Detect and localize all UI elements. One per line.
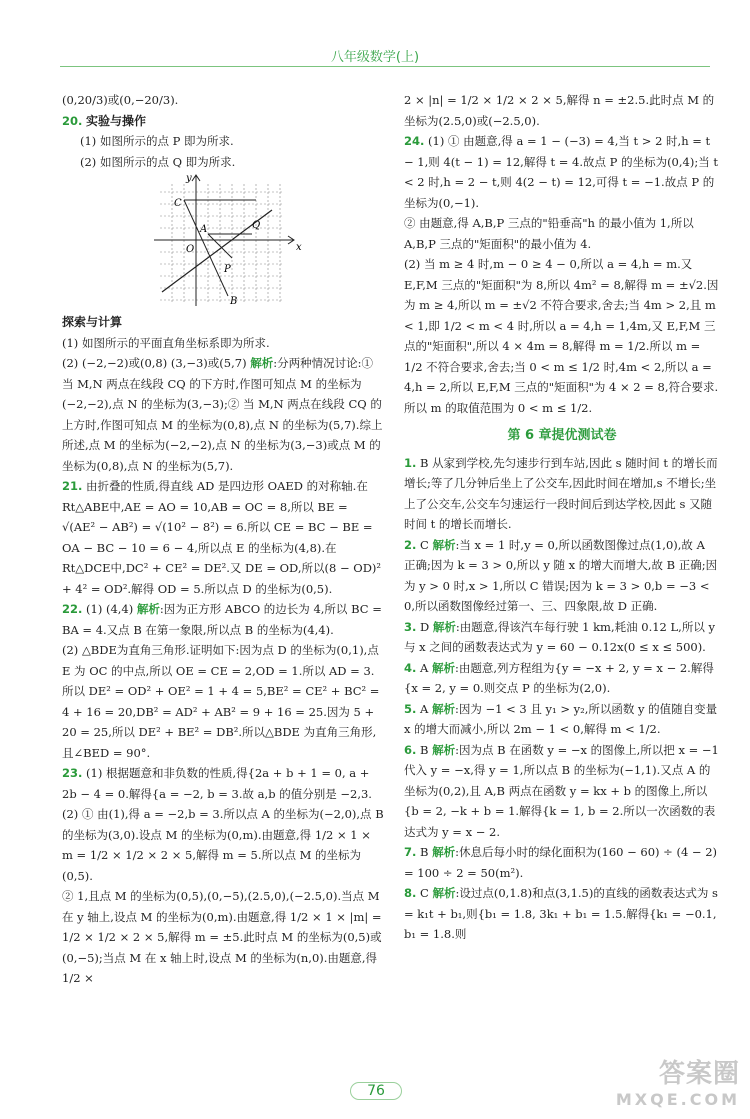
answer-item-7 <box>404 842 720 883</box>
q20-title: 实验与操作 <box>86 113 147 128</box>
left-column <box>62 90 384 989</box>
answer-item-6 <box>404 740 720 843</box>
q20-coordinate-graph <box>62 172 384 312</box>
answer-text: :因为点 B 在函数 y = −x 的图像上,所以把 x = −1 代入 y = −x,得 y = 1,所以点 B 的坐标为(−1,1).又点 A 的坐标为(0,2),且 A,B 两点在函数 y = kx + b 的图像上,所以{b = 2, −k + b = 1.解得{k = 1, b = 2.所以一次函数的表达式为 y = x − 2. <box>404 742 719 839</box>
answer-choice: B <box>420 455 429 470</box>
page-header <box>0 0 750 70</box>
q23-number: 23. <box>62 766 83 780</box>
answer-tag: 解析 <box>432 742 456 757</box>
answer-tag: 解析 <box>432 886 456 900</box>
answer-tag: 解析 <box>432 845 456 859</box>
explore-line1: (1) 如图所示的平面直角坐标系即为所求. <box>62 335 270 350</box>
explore-tag: 解析 <box>250 356 274 370</box>
q21 <box>62 476 384 599</box>
answer-tag: 解析 <box>432 537 456 552</box>
answer-choice: A <box>420 701 429 716</box>
answer-choice: D <box>420 619 430 634</box>
q22-tag: 解析 <box>136 602 160 616</box>
watermark <box>616 1061 740 1113</box>
q22-answer1: (1) (4,4) <box>86 602 134 616</box>
q23-part3: ② 1,且点 M 的坐标为(0,5),(0,−5),(2.5,0),(−2.5,0).当点 M 在 y 轴上,设点 M 的坐标为(0,m).由题意,得 1/2 × 1 × |m| = 1/2 × 1/2 × 2 × 5,解得 m = ±5.此时点 M 的坐标为(0,5)或(0,−5);当点 M 在 x 轴上时,设点 M 的坐标为(n,0).由题意,得 1/2 × <box>62 889 382 985</box>
q22-number: 22. <box>62 602 83 616</box>
label-q: Q <box>252 220 261 231</box>
right-column <box>404 90 720 945</box>
answer-choice: A <box>420 660 429 675</box>
answer-text: :休息后每小时的绿化面积为(160 − 60) ÷ (4 − 2) = 100 ÷ 2 = 50(m²). <box>404 845 718 880</box>
label-y: y <box>186 173 192 184</box>
q20 <box>62 111 384 132</box>
answer-choice: B <box>420 742 429 757</box>
q20-line2: (2) 如图所示的点 Q 即为所求. <box>80 154 236 169</box>
answer-number: 2. <box>404 537 417 552</box>
answer-number: 5. <box>404 701 417 716</box>
q23-part2: (2) ① 由(1),得 a = −2,b = 3.所以点 A 的坐标为(−2,0),点 B 的坐标为(3,0).设点 M 的坐标为(0,m).由题意,得 1/2 × 1 × m = 1/2 × 1/2 × 2 × 5,解得 m = 5.所以点 M 的坐标为(0,5). <box>62 807 384 883</box>
q20-number: 20. <box>62 113 83 128</box>
explore-line2 <box>62 353 384 476</box>
answer-item-2 <box>404 535 720 617</box>
answer-text: :当 x = 1 时,y = 0,所以函数图像过点(1,0),故 A 正确;因为 k = 3 > 0,所以 y 随 x 的增大而增大,故 B 正确;因为 y > 0 时,x > 1,所以 C 错误;因为 k = 3 > 0,b = −3 < 0,所以函数图像经过第一、三、四象限,故 D 正确. <box>404 537 718 613</box>
q22 <box>62 599 384 640</box>
answer-text: :设过点(0,1.8)和点(3,1.5)的直线的函数表达式为 s = k₁t + b₁,则{b₁ = 1.8, 3k₁ + b₁ = 1.5.解得{k₁ = −0.1, b₁ = 1.8.则 <box>404 886 718 941</box>
answer-tag: 解析 <box>432 701 455 716</box>
answer-tag: 解析 <box>432 660 455 675</box>
top-line: (0,20/3)或(0,−20/3). <box>62 93 179 107</box>
answer-tag: 解析 <box>432 619 456 634</box>
q24-number: 24. <box>404 134 425 148</box>
explore-answer: (2) (−2,−2)或(0,8) (3,−3)或(5,7) <box>62 356 247 370</box>
answer-list <box>404 453 720 945</box>
answer-item-1 <box>404 453 720 535</box>
q24-part2: ② 由题意,得 A,B,P 三点的"铅垂高"h 的最小值为 1,所以 A,B,P 三点的"矩面积"的最小值为 4. <box>404 216 694 251</box>
answer-choice: B <box>420 845 429 859</box>
explore-title: 探索与计算 <box>62 315 123 329</box>
chapter-title: 第 6 章提优测试卷 <box>507 428 617 443</box>
page-number: 76 <box>350 1082 402 1100</box>
explore-analysis: :分两种情况讨论:① 当 M,N 两点在线段 CQ 的下方时,作图可知点 M 的坐标为(−2,−2),点 N 的坐标为(3,−3);② 当 M,N 两点在线段 CQ 的上方时,作图可知点 M 的坐标为(0,8),点 N 的坐标为(5,7).综上所述,点 M 的坐标为(−2,−2),点 N 的坐标为(3,−3)或点 M 的坐标为(0,8),点 N 的坐标为(5,7). <box>62 356 383 473</box>
answer-item-3 <box>404 617 720 658</box>
q24-part1: (1) ① 由题意,得 a = 1 − (−3) = 4,当 t > 2 时,h = t − 1,则 4(t − 1) = 12,解得 t = 4.故点 P 的坐标为(0,4);当 t < 2 时,h = 2 − t,则 4(2 − t) = 12,可得 t = −1.故点 P 的坐标为(0,−1). <box>404 134 718 210</box>
label-c: C <box>174 198 182 209</box>
label-b: B <box>230 296 238 307</box>
graph-svg <box>152 172 312 312</box>
label-p: P <box>224 264 231 275</box>
q21-number: 21. <box>62 479 83 493</box>
answer-text: :由题意,列方程组为{y = −x + 2, y = x − 2.解得{x = 2, y = 0.则交点 P 的坐标为(2,0). <box>404 660 714 695</box>
answer-item-5 <box>404 699 720 740</box>
answer-choice: C <box>420 886 429 900</box>
right-top: 2 × |n| = 1/2 × 1/2 × 2 × 5,解得 n = ±2.5.此时点 M 的坐标为(2.5,0)或(−2.5,0). <box>404 93 715 128</box>
answer-number: 3. <box>404 619 417 634</box>
q21-text: 由折叠的性质,得直线 AD 是四边形 OAED 的对称轴.在Rt△ABE中,AE = AO = 10,AB = OC = 8,所以 BE = √(AE² − AB²) = √(10² − 8²) = 6.所以 CE = BC − BE = OA − BC − 10 = 6 − 4,所以点 E 的坐标为(4,8).在Rt△DCE中,DC² + CE² = DE².又 DE = OD,所以(8 − OD)² + 4² = OD².解得 OD = 5.所以点 D 的坐标为(0,5). <box>62 479 382 596</box>
answer-number: 4. <box>404 660 417 675</box>
label-x: x <box>296 242 302 253</box>
q23-part1: (1) 根据题意和非负数的性质,得{2a + b + 1 = 0, a + 2b − 4 = 0.解得{a = −2, b = 3.故 a,b 的值分别是 −2,3. <box>62 766 372 801</box>
header-title: 八年级数学(上) <box>330 50 420 65</box>
answer-item-8 <box>404 883 720 945</box>
label-o: O <box>186 244 195 255</box>
answer-text: :由题意,得该汽车每行驶 1 km,耗油 0.12 L,所以 y 与 x 之间的函数表达式为 y = 60 − 0.12x(0 ≤ x ≤ 500). <box>404 619 715 654</box>
q22-part2: (2) △BDE为直角三角形.证明如下:因为点 D 的坐标为(0,1),点 E 为 OC 的中点,所以 OE = CE = 2,OD = 1.所以 AD = 3.所以 DE² = OD² + OE² = 1 + 4 = 5,BE² = CE² + BC² = 4 + 16 = 20,DB² = AD² + AB² = 9 + 16 = 25.因为 5 + 20 = 25,所以 DE² + BE² = DB².所以△BDE 为直角三角形,且∠BED = 90°. <box>62 643 380 760</box>
label-a: A <box>200 224 208 235</box>
answer-number: 1. <box>404 455 417 470</box>
q24 <box>404 131 720 213</box>
header-rule <box>60 66 710 67</box>
answer-number: 8. <box>404 886 417 900</box>
answer-item-4 <box>404 658 720 699</box>
answer-number: 6. <box>404 742 417 757</box>
q23 <box>62 763 384 804</box>
answer-text: 从家到学校,先匀速步行到车站,因此 s 随时间 t 的增长而增长;等了几分钟后坐上了公交车,因此时间在增加,s 不增长;坐上了公交车,公交车匀速运行一段时间后到达学校,因此 s 又随时间 t 的增长而增长. <box>404 455 718 531</box>
watermark-url: MXQE.COM <box>615 1090 740 1109</box>
answer-choice: C <box>420 537 429 552</box>
answer-number: 7. <box>404 845 417 859</box>
answer-text: :因为 −1 < 3 且 y₁ > y₂,所以函数 y 的值随自变量 x 的增大而减小,所以 2m − 1 < 0,解得 m < 1/2. <box>404 701 718 736</box>
q22-analysis1: :因为正方形 ABCO 的边长为 4,所以 BC = BA = 4.又点 B 在第一象限,所以点 B 的坐标为(4,4). <box>62 602 382 637</box>
q20-line1: (1) 如图所示的点 P 即为所求. <box>80 134 234 148</box>
q24-part3: (2) 当 m ≥ 4 时,m − 0 ≥ 4 − 0,所以 a = 4,h = m.又 E,F,M 三点的"矩面积"为 8,所以 4m² = 8,解得 m = ±√2.因为 m ≥ 4,所以 m = ±√2 不符合要求,舍去;当 4m > 2,且 m < 1,即 1/2 < m < 4 时,所以 a = 4,h = 1,4m,又 E,F,M 三点的"矩面积",所以 4 × 4m = 8,解得 m = 1/2.所以 m = 1/2 不符合要求,舍去;当 0 < m ≤ 1/2 时,4m < 2,所以 a = 4,h = 2,所以 E,F,M 三点的"矩面积"为 4 × 2 = 8,符合要求.所以 m 的取值范围为 0 < m ≤ 1/2. <box>404 257 719 415</box>
watermark-logo: 答案圈 <box>658 1059 740 1089</box>
